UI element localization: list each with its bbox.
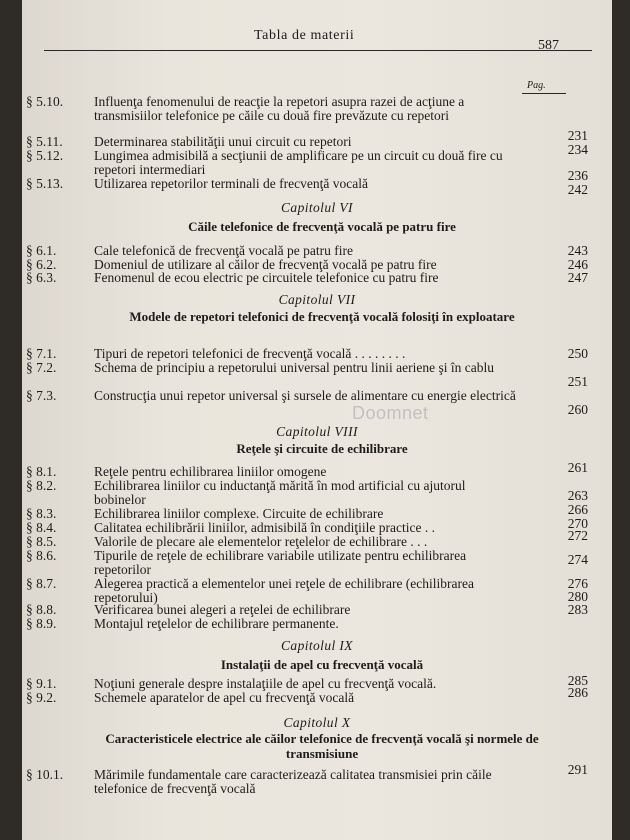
section-title: Utilizarea repetorilor terminali de frecvenţă vocală xyxy=(94,176,368,191)
section-number: § 6.1. xyxy=(26,243,57,258)
header-rule xyxy=(44,50,592,51)
section-number: § 6.3. xyxy=(26,270,57,285)
pag-column-label: Pag. xyxy=(527,80,546,91)
section-title: Influenţa fenomenului de reacţie la repetori asupra razei de acţiune a transmisiilor telefonice pe căile cu două fire prevăzute cu repetori xyxy=(94,94,465,123)
section-title: Schemele aparatelor de apel cu frecvenţă vocală xyxy=(94,690,355,705)
page-ref: 263 xyxy=(567,488,588,503)
page-ref: 231 xyxy=(567,128,588,143)
section-title: Domeniul de utilizare al căilor de frecvenţă vocală pe patru fire xyxy=(94,257,437,272)
page-ref: 280 xyxy=(567,589,588,604)
page-number: 587 xyxy=(538,38,559,53)
section-title: Valorile de plecare ale elementelor reţelelor de echilibrare . . . xyxy=(94,534,428,549)
section-number: § 8.4. xyxy=(26,520,57,535)
section-title: Determinarea stabilităţii unui circuit cu repetori xyxy=(94,134,352,149)
chapter-title: Caracteristicele electrice ale căilor telefonice de frecvenţă vocală şi normele de transmisiune xyxy=(105,731,539,761)
section-number: § 5.10. xyxy=(26,94,64,109)
page-ref: 261 xyxy=(567,460,588,475)
section-title: Montajul reţelelor de echilibrare permanente. xyxy=(94,616,339,631)
running-head xyxy=(22,28,612,52)
pag-rule xyxy=(522,93,566,94)
page-ref: 246 xyxy=(567,257,588,272)
section-number: § 7.2. xyxy=(26,360,57,375)
chapter-label: Capitolul VIII xyxy=(276,424,358,439)
section-title: Tipurile de reţele de echilibrare variabile utilizate pentru echilibrarea repetorilor xyxy=(94,548,467,577)
chapter-label: Capitolul X xyxy=(283,715,351,730)
page-ref: 260 xyxy=(567,402,588,417)
section-title: Alegerea practică a elementelor unei reţele de echilibrare (echilibrarea repetorului) xyxy=(94,576,475,605)
chapter-title: Instalaţii de apel cu frecvenţă vocală xyxy=(220,657,424,672)
chapter-label: Capitolul IX xyxy=(281,638,353,653)
section-title: Mărimile fundamentale care caracterizează calitatea transmisiei prin căile telefonice de frecvenţă vocală xyxy=(94,767,492,796)
section-number: § 5.11. xyxy=(26,134,63,149)
page-ref: 251 xyxy=(567,374,588,389)
page-ref: 283 xyxy=(567,602,588,617)
section-title: Echilibrarea liniilor cu inductanţă mărită în mod artificial cu ajutorul bobinelor xyxy=(94,478,466,507)
section-number: § 8.2. xyxy=(26,478,57,493)
section-number: § 10.1. xyxy=(26,767,64,782)
section-title: Calitatea echilibrării liniilor, admisibilă în condiţiile practice . . xyxy=(94,520,435,535)
section-title: Fenomenul de ecou electric pe circuitele telefonice cu patru fire xyxy=(94,270,439,285)
watermark: Doomnet xyxy=(352,403,429,423)
section-number: § 9.2. xyxy=(26,690,57,705)
section-number: § 8.7. xyxy=(26,576,57,591)
section-title: Echilibrarea liniilor complexe. Circuite de echilibrare xyxy=(94,506,384,521)
section-number: § 8.8. xyxy=(26,602,57,617)
section-title: Lungimea admisibilă a secţiunii de amplificare pe un circuit cu două fire cu repetori intermediari xyxy=(94,148,503,177)
chapter-title: Reţele şi circuite de echilibrare xyxy=(236,441,408,456)
book-page xyxy=(22,0,612,840)
page-ref: 234 xyxy=(567,142,588,157)
chapter-label: Capitolul VI xyxy=(281,200,353,215)
section-number: § 8.5. xyxy=(26,534,57,549)
page-ref: 291 xyxy=(567,762,588,777)
page-ref: 276 xyxy=(567,576,588,591)
section-number: § 9.1. xyxy=(26,676,57,691)
page-ref: 274 xyxy=(567,552,588,567)
section-number: § 8.1. xyxy=(26,464,57,479)
page-ref: 247 xyxy=(567,270,588,285)
chapter-title: Căile telefonice de frecvenţă vocală pe patru fire xyxy=(188,219,456,234)
section-title: Tipuri de repetori telefonici de frecvenţă vocală . . . . . . . . xyxy=(94,346,406,361)
section-title: Verificarea bunei alegeri a reţelei de echilibrare xyxy=(94,602,351,617)
page-ref: 285 xyxy=(567,673,588,688)
page-ref: 242 xyxy=(567,182,588,197)
section-number: § 5.12. xyxy=(26,148,64,163)
page-ref: 286 xyxy=(567,685,588,700)
section-title: Schema de principiu a repetorului universal pentru linii aeriene şi în cablu xyxy=(94,360,494,375)
section-number: § 8.9. xyxy=(26,616,57,631)
section-number: § 5.13. xyxy=(26,176,64,191)
section-title: Reţele pentru echilibrarea liniilor omogene xyxy=(94,464,327,479)
page-ref: 236 xyxy=(567,168,588,183)
section-title: Construcţia unui repetor universal şi sursele de alimentare cu energie electrică xyxy=(94,388,516,403)
page-ref: 270 xyxy=(567,516,588,531)
running-head-title: Tabla de materii xyxy=(254,28,355,43)
page-ref: 243 xyxy=(567,243,588,258)
section-title: Cale telefonică de frecvenţă vocală pe patru fire xyxy=(94,243,353,258)
section-title: Noţiuni generale despre instalaţiile de apel cu frecvenţă vocală. xyxy=(94,676,437,691)
page-ref: 266 xyxy=(567,502,588,517)
section-number: § 6.2. xyxy=(26,257,57,272)
chapter-label: Capitolul VII xyxy=(278,292,356,307)
section-number: § 8.6. xyxy=(26,548,57,563)
chapter-title: Modele de repetori telefonici de frecvenţă vocală folosiţi în exploatare xyxy=(129,309,515,324)
page-ref: 250 xyxy=(567,346,588,361)
section-number: § 7.1. xyxy=(26,346,57,361)
section-number: § 8.3. xyxy=(26,506,57,521)
section-number: § 7.3. xyxy=(26,388,57,403)
page-ref: 272 xyxy=(567,528,588,543)
